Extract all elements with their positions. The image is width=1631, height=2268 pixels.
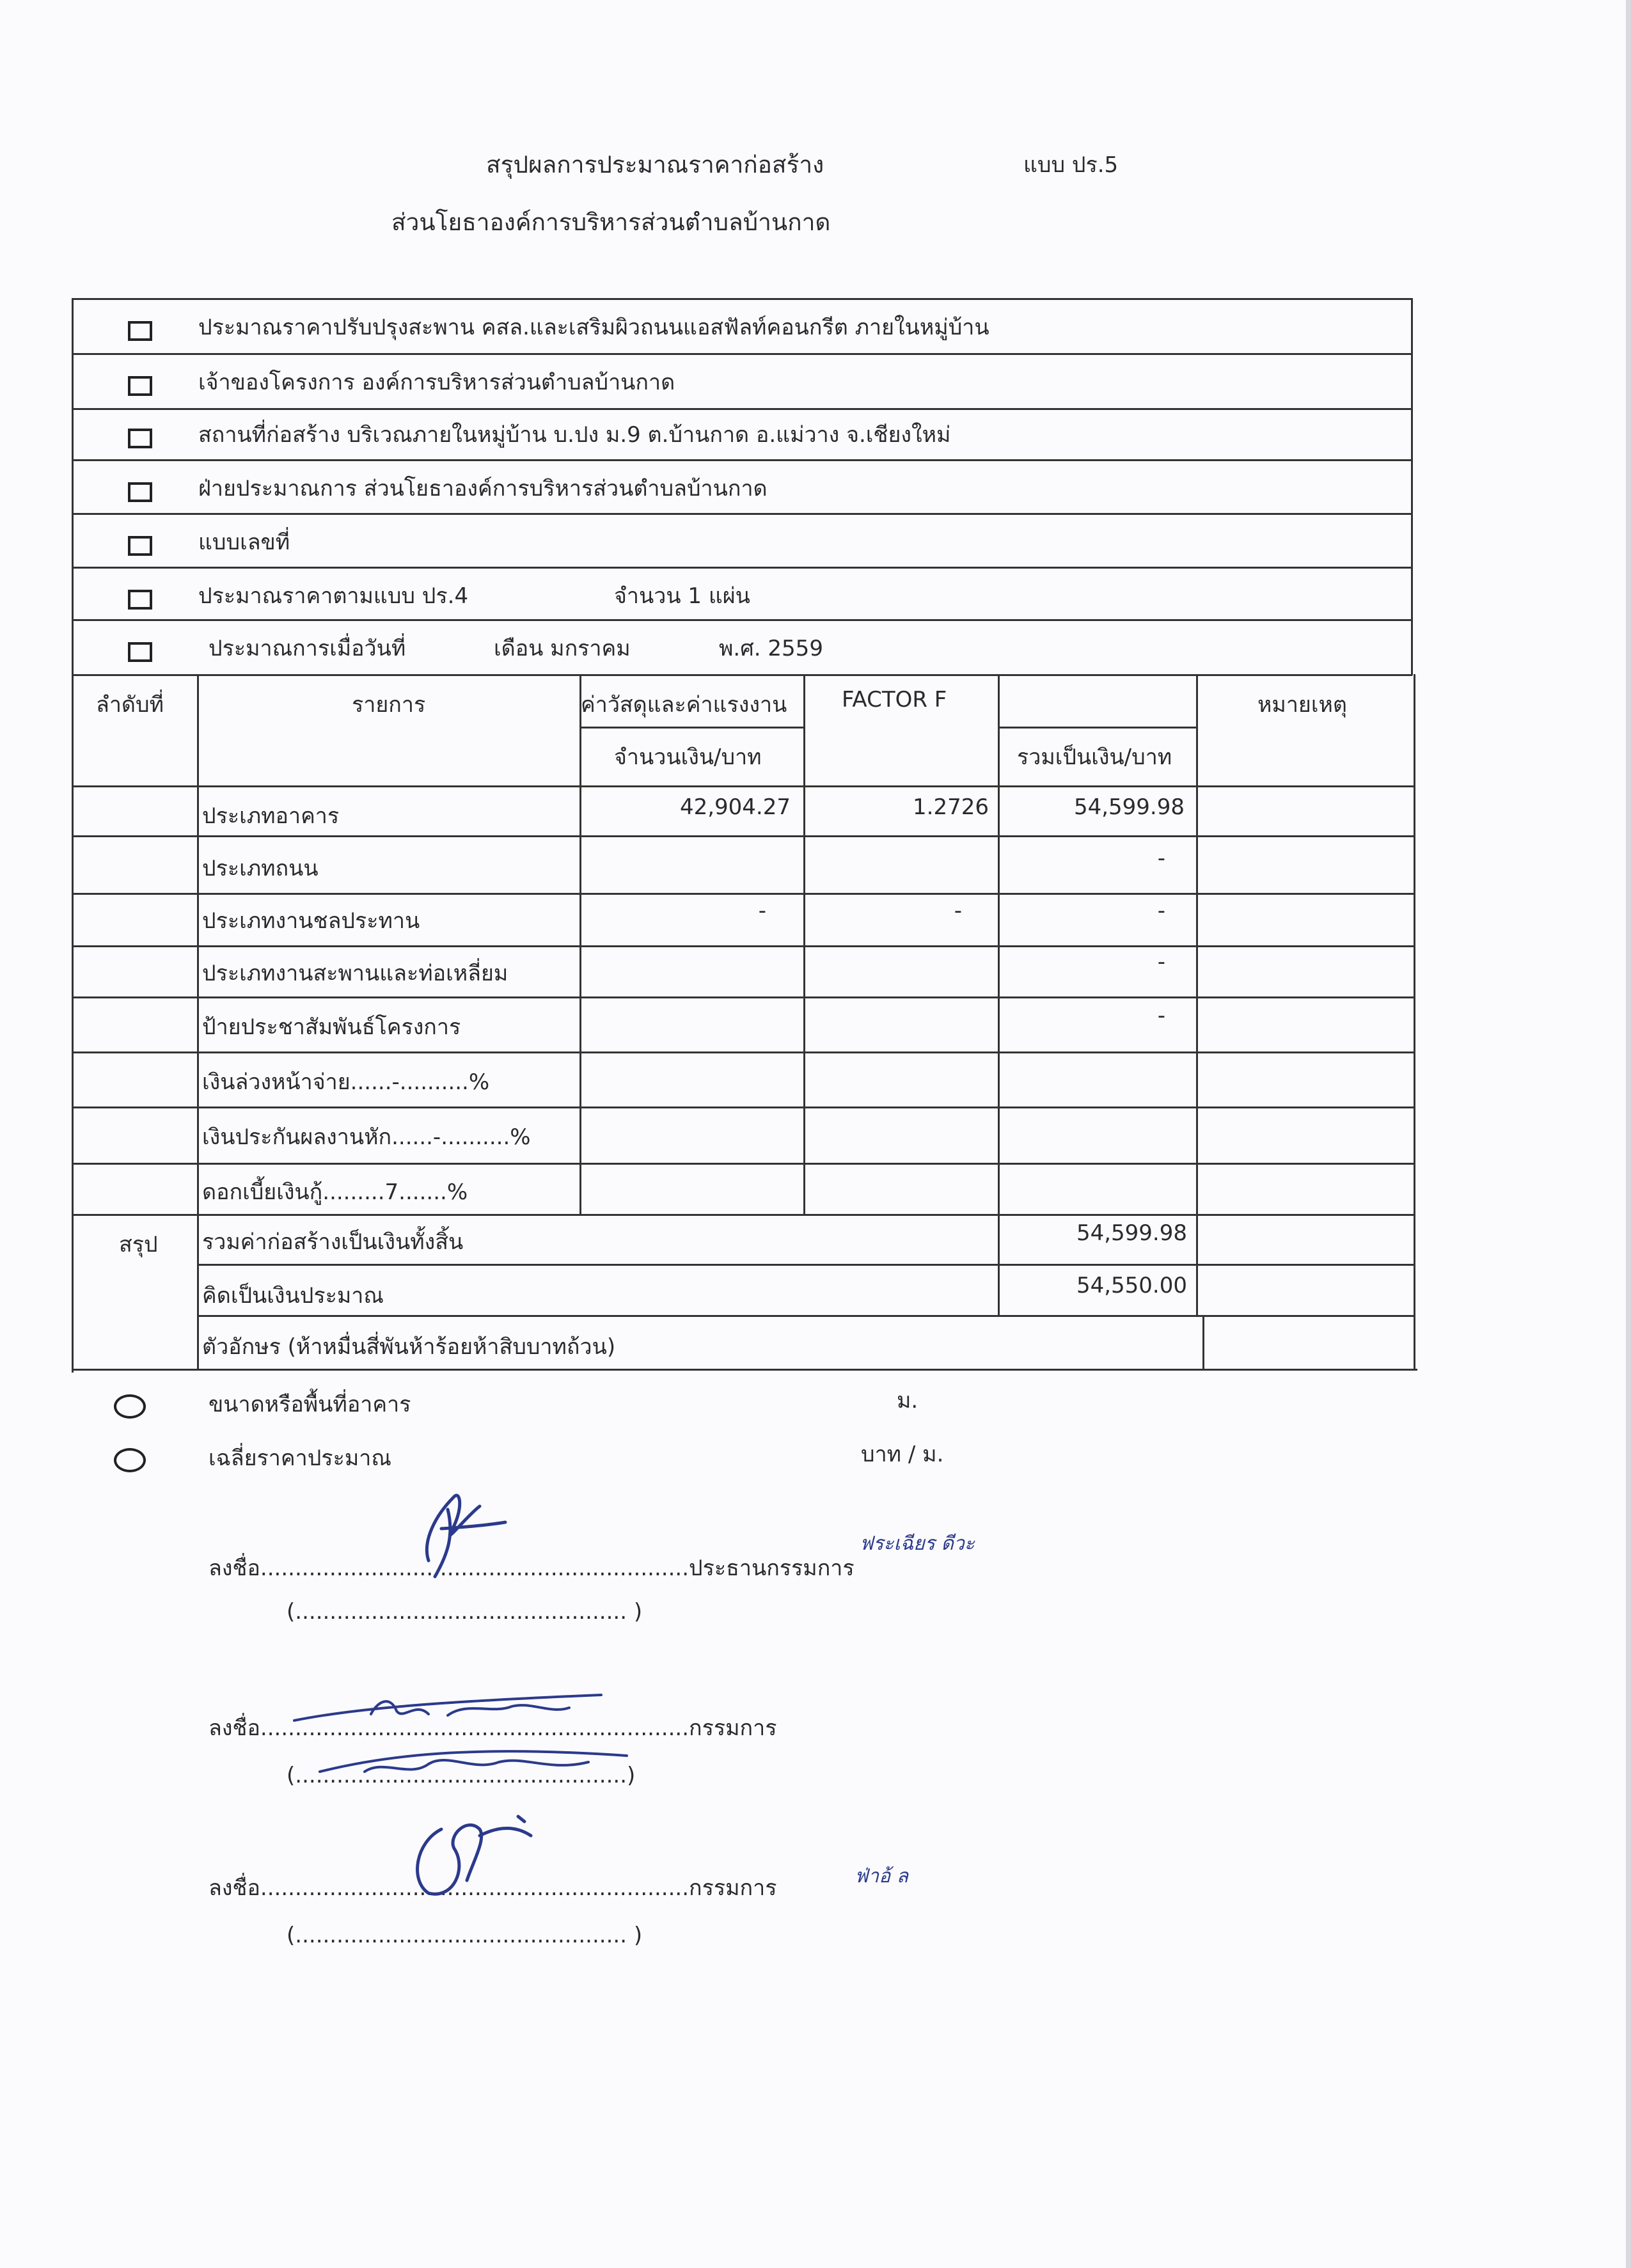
average-price-label: เฉลี่ยราคาประมาณ (209, 1445, 391, 1471)
estimation-department: ฝ่ายประมาณการ ส่วนโยธาองค์การบริหารส่วนตำบลบ้านกาด (198, 476, 768, 501)
estimate-year: พ.ศ. 2559 (719, 636, 823, 661)
average-price-radio[interactable] (114, 1448, 146, 1472)
estimate-date-label: ประมาณการเมื่อวันที่ (209, 636, 406, 661)
estimate-date-checkbox[interactable] (128, 642, 152, 662)
member1-sign-line: ลงชื่อ..............................................................กรรมการ (209, 1715, 777, 1741)
owner-checkbox[interactable] (128, 376, 152, 396)
project-checkbox[interactable] (128, 321, 152, 341)
chairman-handwritten-note: ฟระเฉียร ดีวะ (860, 1532, 975, 1555)
header-item: รายการ (352, 692, 426, 718)
row-total: - (1157, 846, 1165, 871)
member1-signature (281, 1676, 640, 1791)
row-item: เงินล่วงหน้าจ่าย......-..........% (202, 1069, 490, 1095)
estimator-checkbox[interactable] (128, 482, 152, 502)
construction-location: สถานที่ก่อสร้าง บริเวณภายในหมู่บ้าน บ.ปง ม.9 ต.บ้านกาด อ.แม่วาง จ.เชียงใหม่ (198, 422, 951, 448)
sheet-count: จำนวน 1 แผ่น (614, 583, 750, 609)
member2-name-line: (................................................ ) (287, 1923, 643, 1948)
row-item: ประเภทอาคาร (202, 803, 340, 829)
row-item: ประเภทงานชลประทาน (202, 908, 420, 934)
member1-name-line: (................................................) (287, 1763, 636, 1788)
header-amount: จำนวนเงิน/บาท (614, 744, 762, 770)
row-amount: - (758, 898, 766, 924)
pr4-estimate-label: ประมาณราคาตามแบบ ปร.4 (198, 583, 469, 609)
row-item: ดอกเบี้ยเงินกู้.........7.......% (202, 1179, 468, 1205)
header-material-labor: ค่าวัสดุและค่าแรงงาน (581, 692, 787, 718)
row-item: เงินประกันผลงานหัก......-..........% (202, 1124, 531, 1150)
member2-signature (397, 1791, 563, 1906)
project-owner: เจ้าของโครงการ องค์การบริหารส่วนตำบลบ้านกาด (198, 370, 675, 395)
grand-total-value: 54,599.98 (1076, 1220, 1187, 1246)
member2-sign-line: ลงชื่อ..............................................................กรรมการ (209, 1875, 777, 1901)
project-description: ประมาณราคาปรับปรุงสะพาน คสล.และเสริมผิวถนนแอสฟัลท์คอนกรีต ภายในหมู่บ้าน (198, 315, 989, 340)
chairman-name-line: (................................................ ) (287, 1599, 643, 1625)
header-order: ลำดับที่ (96, 692, 164, 718)
row-amount: 42,904.27 (679, 794, 791, 820)
summary-label: สรุป (119, 1232, 158, 1257)
estimate-label: คิดเป็นเงินประมาณ (202, 1283, 384, 1309)
estimate-value: 54,550.00 (1076, 1273, 1187, 1298)
building-area-label: ขนาดหรือพื้นที่อาคาร (209, 1392, 411, 1417)
row-total: 54,599.98 (1073, 794, 1185, 820)
estimate-month: เดือน มกราคม (494, 636, 631, 661)
row-item: ประเภทถนน (202, 856, 319, 881)
row-total: - (1157, 898, 1165, 924)
building-area-radio[interactable] (114, 1394, 146, 1419)
organization-name: ส่วนโยธาองค์การบริหารส่วนตำบลบ้านกาด (391, 209, 831, 236)
header-remark: หมายเหตุ (1257, 692, 1347, 718)
drawing-number-label: แบบเลขที่ (198, 530, 290, 555)
grand-total-label: รวมค่าก่อสร้างเป็นเงินทั้งสิ้น (202, 1229, 464, 1255)
form-code: แบบ ปร.5 (1023, 152, 1119, 178)
document-title: สรุปผลการประมาณราคาก่อสร้าง (486, 151, 824, 178)
row-factor: 1.2726 (913, 794, 989, 820)
header-factor: FACTOR F (842, 687, 947, 713)
header-total: รวมเป็นเงิน/บาท (1017, 744, 1172, 770)
row-factor: - (954, 898, 962, 924)
page-edge (1626, 0, 1631, 2268)
drawing-number-checkbox[interactable] (128, 536, 152, 556)
row-item: ป้ายประชาสัมพันธ์โครงการ (202, 1014, 461, 1040)
pr4-checkbox[interactable] (128, 590, 152, 610)
chairman-sign-line: ลงชื่อ..............................................................ประธานกรรมการ (209, 1555, 855, 1581)
row-total: - (1157, 949, 1165, 975)
average-price-unit: บาท / ม. (861, 1442, 944, 1467)
building-area-unit: ม. (897, 1388, 918, 1414)
location-checkbox[interactable] (128, 429, 152, 448)
row-total: - (1157, 1003, 1165, 1028)
member2-handwritten-note: ฟ่าอ้ ล (855, 1865, 909, 1887)
amount-in-words: ตัวอักษร (ห้าหมื่นสี่พันห้าร้อยห้าสิบบาทถ้วน) (202, 1334, 616, 1360)
row-item: ประเภทงานสะพานและท่อเหลี่ยม (202, 961, 508, 986)
chairman-signature (384, 1471, 512, 1580)
